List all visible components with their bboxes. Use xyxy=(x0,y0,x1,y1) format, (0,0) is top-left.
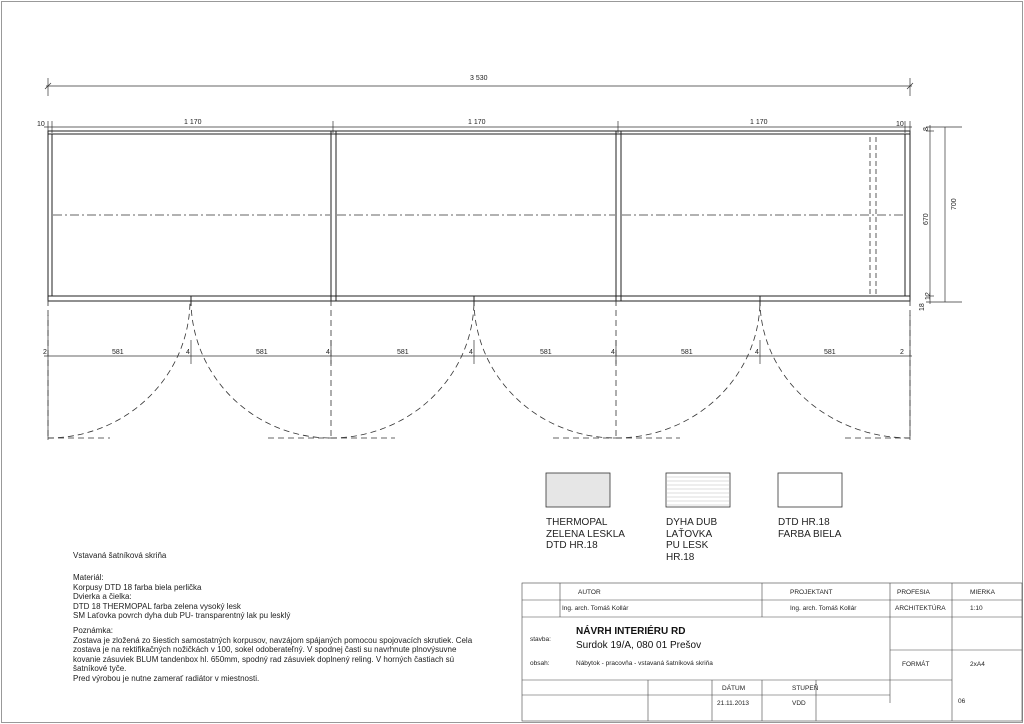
dim-height-total: 700 xyxy=(951,198,958,210)
legend-swatch-dtd xyxy=(778,473,842,507)
projektant-label: PROJEKTANT xyxy=(790,589,833,596)
dim-door-4: 581 xyxy=(540,349,552,356)
note-line: zostava je na rektifikačných nožičkách v 100, sokel odoberateľný. V spodnej časti su navrhnute plnovýsuvne xyxy=(73,645,457,655)
dim-edge-right: 10 xyxy=(896,121,904,128)
autor-name: Ing. arch. Tomáš Kollár xyxy=(562,605,629,612)
dim-door-1: 581 xyxy=(112,349,124,356)
format-label: FORMÁT xyxy=(902,661,930,668)
dim-height-body: 670 xyxy=(923,213,930,225)
legend-label-dyha: DYHA DUB LAŤOVKA PU LESK HR.18 xyxy=(666,517,718,563)
datum-value: 21.11.2013 xyxy=(717,700,750,707)
dim-gap-3: 4 xyxy=(469,349,473,356)
note-heading: Poznámka: xyxy=(73,626,114,635)
obsah-label: obsah: xyxy=(530,660,550,667)
stupen-value: VDD xyxy=(792,700,806,707)
autor-label: AUTOR xyxy=(578,589,601,596)
material-section xyxy=(73,573,493,621)
note-line: Pred výrobou je nutne zamerať radiátor v miestnosti. xyxy=(73,673,260,683)
sheet-number: 06 xyxy=(958,698,966,705)
dim-top-8: 8 xyxy=(923,127,930,131)
profesia-value: ARCHITEKTÚRA xyxy=(895,605,946,612)
material-line: DTD 18 THERMOPAL farba zelena vysoký lesk xyxy=(73,601,241,611)
legend-label-thermopal: THERMOPAL ZELENA LESKLA DTD HR.18 xyxy=(546,517,625,551)
projektant-name: Ing. arch. Tomáš Kollár xyxy=(790,605,857,612)
notes-title: Vstavaná šatníková skriňa xyxy=(73,551,167,560)
note-line: kovanie zásuviek BLUM tandenbox hl. 650mm, spodný rad zásuviek doplnený reling. V horných častiach sú xyxy=(73,654,455,664)
dim-gap-2: 4 xyxy=(326,349,330,356)
dim-gap-right: 2 xyxy=(900,349,904,356)
dim-door-5: 581 xyxy=(681,349,693,356)
legend-swatch-thermopal xyxy=(546,473,610,507)
material-line: Dvierka a čielka: xyxy=(73,592,132,602)
datum-label: DÁTUM xyxy=(722,685,746,692)
material-line: SM Laťovka povrch dyha dub PU- transparentný lak pu lesklý xyxy=(73,611,291,621)
note-line: Zostava je zložená zo šiestich samostatných korpusov, navzájom spájaných pomocou spojovacích skrutiek. Cela xyxy=(73,635,473,645)
dim-gap-4: 4 xyxy=(611,349,615,356)
dim-module-1: 1 170 xyxy=(184,119,202,126)
stavba-address: Surdok 19/A, 080 01 Prešov xyxy=(576,640,702,651)
dim-gap-left: 2 xyxy=(43,349,47,356)
dim-overall: 3 530 xyxy=(470,75,488,82)
dim-bottom-18: 18 xyxy=(919,303,926,311)
note-section xyxy=(73,626,493,684)
dim-module-2: 1 170 xyxy=(468,119,486,126)
profesia-label: PROFESIA xyxy=(897,589,930,596)
dim-edge-left: 10 xyxy=(37,121,45,128)
dim-gap-5: 4 xyxy=(755,349,759,356)
obsah-value: Nábytok - pracovňa - vstavaná šatníková skriňa xyxy=(576,660,713,667)
material-heading: Materiál: xyxy=(73,573,104,582)
dim-door-6: 581 xyxy=(824,349,836,356)
mierka-value: 1:10 xyxy=(970,605,983,612)
note-line: šatníkové tyče. xyxy=(73,664,127,674)
dim-module-3: 1 170 xyxy=(750,119,768,126)
dim-gap-1: 4 xyxy=(186,349,190,356)
stavba-label: stavba: xyxy=(530,636,551,643)
legend-label-dtd: DTD HR.18 FARBA BIELA xyxy=(778,517,842,540)
dim-bottom-12: 12 xyxy=(925,292,932,300)
legend-swatch-dyha xyxy=(666,473,730,507)
dim-door-2: 581 xyxy=(256,349,268,356)
format-value: 2xA4 xyxy=(970,661,985,668)
dim-door-3: 581 xyxy=(397,349,409,356)
stupen-label: STUPEŇ xyxy=(792,685,819,692)
material-line: Korpusy DTD 18 farba biela perlička xyxy=(73,582,202,592)
stavba-title: NÁVRH INTERIÉRU RD xyxy=(576,626,686,637)
mierka-label: MIERKA xyxy=(970,589,995,596)
